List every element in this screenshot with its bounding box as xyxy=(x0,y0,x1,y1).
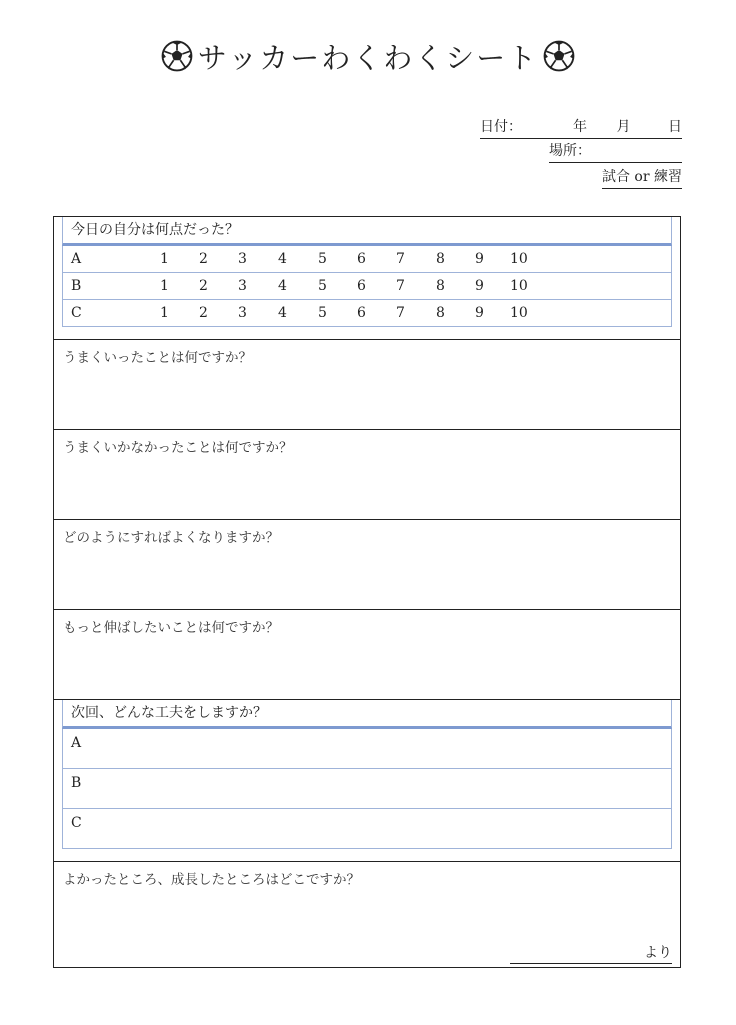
score-3[interactable]: 3 xyxy=(238,251,247,267)
self-rating-table xyxy=(62,217,672,327)
rating-row-b xyxy=(62,273,672,300)
place-field[interactable] xyxy=(549,140,682,163)
score-2[interactable]: 2 xyxy=(199,305,208,321)
went-well-prompt: うまくいったことは何ですか？ xyxy=(63,350,252,366)
rating-row-label: B xyxy=(71,278,82,294)
score-4[interactable]: 4 xyxy=(278,305,287,321)
next-plan-row-b[interactable] xyxy=(62,769,672,809)
signature-line[interactable] xyxy=(510,942,672,964)
score-10[interactable]: 10 xyxy=(510,251,528,267)
place-label: 場所： xyxy=(549,143,591,159)
score-7[interactable]: 7 xyxy=(396,305,405,321)
score-4[interactable]: 4 xyxy=(278,251,287,267)
score-10[interactable]: 10 xyxy=(510,278,528,294)
went-poorly-section[interactable] xyxy=(54,430,680,520)
session-type-field[interactable] xyxy=(602,166,682,189)
score-10[interactable]: 10 xyxy=(510,305,528,321)
how-improve-prompt: どのようにすればよくなりますか？ xyxy=(63,530,279,546)
feedback-prompt: よかったところ、成長したところはどこですか？ xyxy=(63,872,360,888)
next-plan-row-label: A xyxy=(71,735,82,751)
page-title: サッカーわくわくシート xyxy=(197,40,539,75)
score-2[interactable]: 2 xyxy=(199,251,208,267)
date-field[interactable] xyxy=(480,116,682,139)
signature-suffix: より xyxy=(644,945,672,961)
want-to-grow-prompt: もっと伸ばしたいことは何ですか？ xyxy=(63,620,279,636)
how-improve-section[interactable] xyxy=(54,520,680,610)
next-plan-section xyxy=(54,700,680,862)
day-label: 日 xyxy=(668,119,682,135)
score-1[interactable]: 1 xyxy=(160,278,169,294)
score-7[interactable]: 7 xyxy=(396,278,405,294)
score-5[interactable]: 5 xyxy=(318,305,327,321)
next-plan-row-label: C xyxy=(71,815,82,831)
score-9[interactable]: 9 xyxy=(475,278,484,294)
self-rating-title: 今日の自分は何点だった？ xyxy=(62,217,672,246)
next-plan-row-a[interactable] xyxy=(62,729,672,769)
feedback-section[interactable] xyxy=(54,862,680,968)
want-to-grow-section[interactable] xyxy=(54,610,680,700)
score-3[interactable]: 3 xyxy=(238,305,247,321)
score-7[interactable]: 7 xyxy=(396,251,405,267)
score-9[interactable]: 9 xyxy=(475,305,484,321)
rating-row-a xyxy=(62,246,672,273)
year-label: 年 xyxy=(573,119,588,135)
next-plan-row-c[interactable] xyxy=(62,809,672,849)
score-2[interactable]: 2 xyxy=(199,278,208,294)
score-5[interactable]: 5 xyxy=(318,251,327,267)
went-poorly-prompt: うまくいかなかったことは何ですか？ xyxy=(63,440,293,456)
page-title-row xyxy=(0,34,736,78)
went-well-section[interactable] xyxy=(54,340,680,430)
score-8[interactable]: 8 xyxy=(436,305,445,321)
score-1[interactable]: 1 xyxy=(160,251,169,267)
session-type-label: 試合 or 練習 xyxy=(601,169,682,185)
score-8[interactable]: 8 xyxy=(436,251,445,267)
date-label: 日付： xyxy=(480,119,522,135)
score-4[interactable]: 4 xyxy=(278,278,287,294)
soccer-ball-icon xyxy=(542,39,576,73)
score-6[interactable]: 6 xyxy=(357,251,366,267)
score-1[interactable]: 1 xyxy=(160,305,169,321)
soccer-ball-icon xyxy=(160,39,194,73)
score-3[interactable]: 3 xyxy=(238,278,247,294)
score-5[interactable]: 5 xyxy=(318,278,327,294)
rating-row-label: C xyxy=(71,305,82,321)
reflection-sheet xyxy=(53,216,681,968)
rating-row-label: A xyxy=(71,251,82,267)
score-6[interactable]: 6 xyxy=(357,305,366,321)
next-plan-row-label: B xyxy=(71,775,82,791)
self-rating-section xyxy=(54,217,680,340)
score-6[interactable]: 6 xyxy=(357,278,366,294)
next-plan-table xyxy=(62,700,672,849)
score-9[interactable]: 9 xyxy=(475,251,484,267)
rating-row-c xyxy=(62,300,672,327)
month-label: 月 xyxy=(616,119,631,135)
score-8[interactable]: 8 xyxy=(436,278,445,294)
next-plan-title: 次回、どんな工夫をしますか？ xyxy=(62,700,672,729)
